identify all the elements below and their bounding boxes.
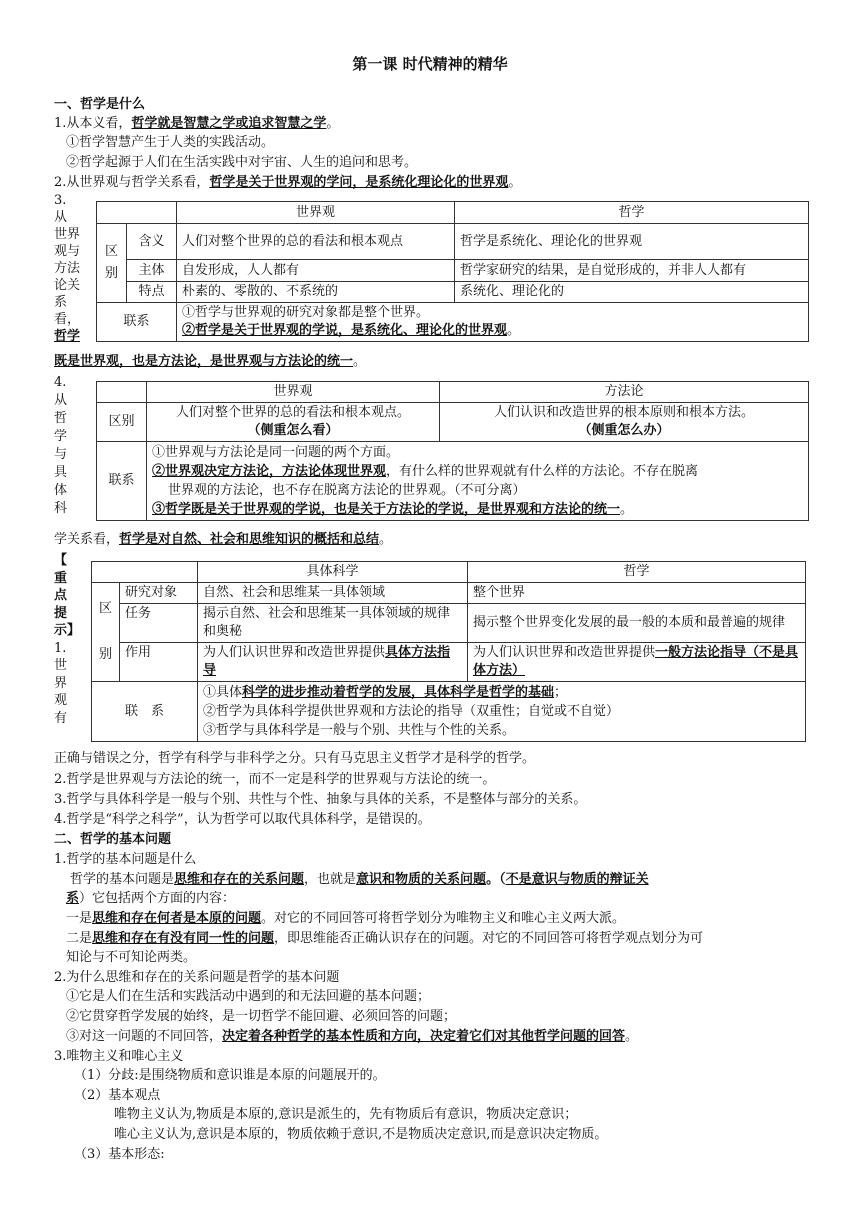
science-philosophy-table: 具体科学 哲学 区 别 研究对象 自然、社会和思维某一具体领域 整个世界 任务 揭示自然、社会和思维某一具体领域的规律和奥秘 揭示整个世界变化发展的最一般的本质和最普遍的规律 作用 为人们认识世界和改造世界提供具体方法指导 为人们认识世界和改造世界提供一般方法论指导（不是具体方法） 联 系 ①具体科学的进步推动着哲学的发展，具体科学是哲学的基础； ②哲学为具体科学提供世界观和方法论的指导（双重性；自觉或不自觉） ③哲学与具体科学是一般与个别、共性与个性的关系。 (91, 561, 806, 742)
q1-line-2: 系）它包括两个方面的内容： (66, 891, 236, 906)
q3-line-3: 唯物主义认为,物质是本原的,意识是派生的，先有物质后有意识，物质决定意识； (114, 1107, 578, 1122)
q1-line-4: 二是思维和存在有没有同一性的问题，即思维能否正确认识存在的问题。对它的不同回答可将哲学观点划分为可 (66, 931, 704, 946)
q3-line-5: （3）基本形态: (74, 1147, 165, 1162)
q1-line-5: 知论与不可知论两类。 (66, 950, 197, 965)
q1-heading: 1.哲学的基本问题是什么 (54, 852, 197, 867)
key-tips-vertical: 【 重 点 提 示】 1. 世 界 观 有 (54, 553, 81, 726)
point-1-3-cont: 既是世界观，也是方法论，是世界观与方法论的统一。 (54, 354, 367, 369)
q2-line-1: ①它是人们在生活和实践活动中遇到的和无法回避的基本问题； (66, 989, 431, 1004)
q3-line-2: （2）基本观点 (74, 1088, 161, 1103)
worldview-philosophy-table: 世界观 哲学 区别 含义 人们对整个世界的总的看法和根本观点 哲学是系统化、理论化的世界观 主体 自发形成，人人都有 哲学家研究的结果，是自觉形成的，并非人人都有 特点 朴素的、零散的、不系统的 系统化、理论化的 联系 ①哲学与世界观的研究对象都是整个世界。 ②哲学是关于世界观的学说，是系统化、理论化的世界观。 (96, 201, 809, 342)
q2-heading: 2.为什么思维和存在的关系问题是哲学的基本问题 (54, 970, 340, 985)
section-heading-1: 一、哲学是什么 (54, 97, 146, 112)
key-tips-3: 3.哲学与具体科学是一般与个别、共性与个性、抽象与具体的关系，不是整体与部分的关系。 (54, 792, 587, 807)
key-tips-cont: 正确与错误之分，哲学有科学与非科学之分。只有马克思主义哲学才是科学的哲学。 (54, 751, 536, 766)
key-tips-2: 2.哲学是世界观与方法论的统一，而不一定是科学的世界观与方法论的统一。 (54, 772, 496, 787)
point-1-4-cont: 学关系看，哲学是对自然、社会和思维知识的概括和总结。 (54, 532, 393, 547)
section-heading-2: 二、哲学的基本问题 (54, 832, 172, 847)
point-1-3-vertical: 3. 从 世界 观与 方法 论关 系 看， 哲学 (54, 193, 81, 344)
q3-line-1: （1）分歧:是围绕物质和意识谁是本原的问题展开的。 (74, 1068, 386, 1083)
worldview-methodology-table: 世界观 方法论 区别 人们对整个世界的总的看法和根本观点。 （侧重怎么看） 人们认识和改造世界的根本原则和根本方法。 （侧重怎么办） 联系 ①世界观与方法论是同一问题的两个方面。 ②世界观决定方法论，方法论体现世界观，有什么样的世界观就有什么样的方法论。不存在脱离 世界观的方法论，也不存在脱离方法论的世界观。（不可分离） ③哲学既是关于世界观的学说，也是关于方法论的学说，是世界观和方法论的统一。 (96, 381, 809, 521)
q1-line-3: 一是思维和存在何者是本原的问题。对它的不同回答可将哲学划分为唯物主义和唯心主义两大派。 (66, 911, 626, 926)
q1-line-1: 哲学的基本问题是思维和存在的关系问题，也就是意识和物质的关系问题。（不是意识与物质的辩证关 (70, 872, 649, 887)
page-title: 第一课 时代精神的精华 (352, 55, 508, 73)
q3-line-4: 唯心主义认为,意识是本原的，物质依赖于意识,不是物质决定意识,而是意识决定物质。 (114, 1127, 608, 1142)
point-1-2: 2.从世界观与哲学关系看，哲学是关于世界观的学问，是系统化理论化的世界观。 (54, 175, 522, 190)
q3-heading: 3.唯物主义和唯心主义 (54, 1049, 184, 1064)
point-1-4-vertical: 4. 从 哲 学 与 具 体 科 (54, 375, 68, 516)
point-1-1: 1.从本义看，哲学就是智慧之学或追求智慧之学。 (54, 116, 340, 131)
point-1-1-a: ①哲学智慧产生于人类的实践活动。 (66, 135, 275, 150)
key-tips-4: 4.哲学是“科学之科学”，认为哲学可以取代具体科学，是错误的。 (54, 812, 431, 827)
q2-line-3: ③对这一问题的不同回答，决定着各种哲学的基本性质和方向，决定着它们对其他哲学问题的回答。 (66, 1029, 639, 1044)
point-1-1-b: ②哲学起源于人们在生活实践中对宇宙、人生的追问和思考。 (66, 155, 418, 170)
q2-line-2: ②它贯穿哲学发展的始终，是一切哲学不能回避、必须回答的问题； (66, 1009, 457, 1024)
